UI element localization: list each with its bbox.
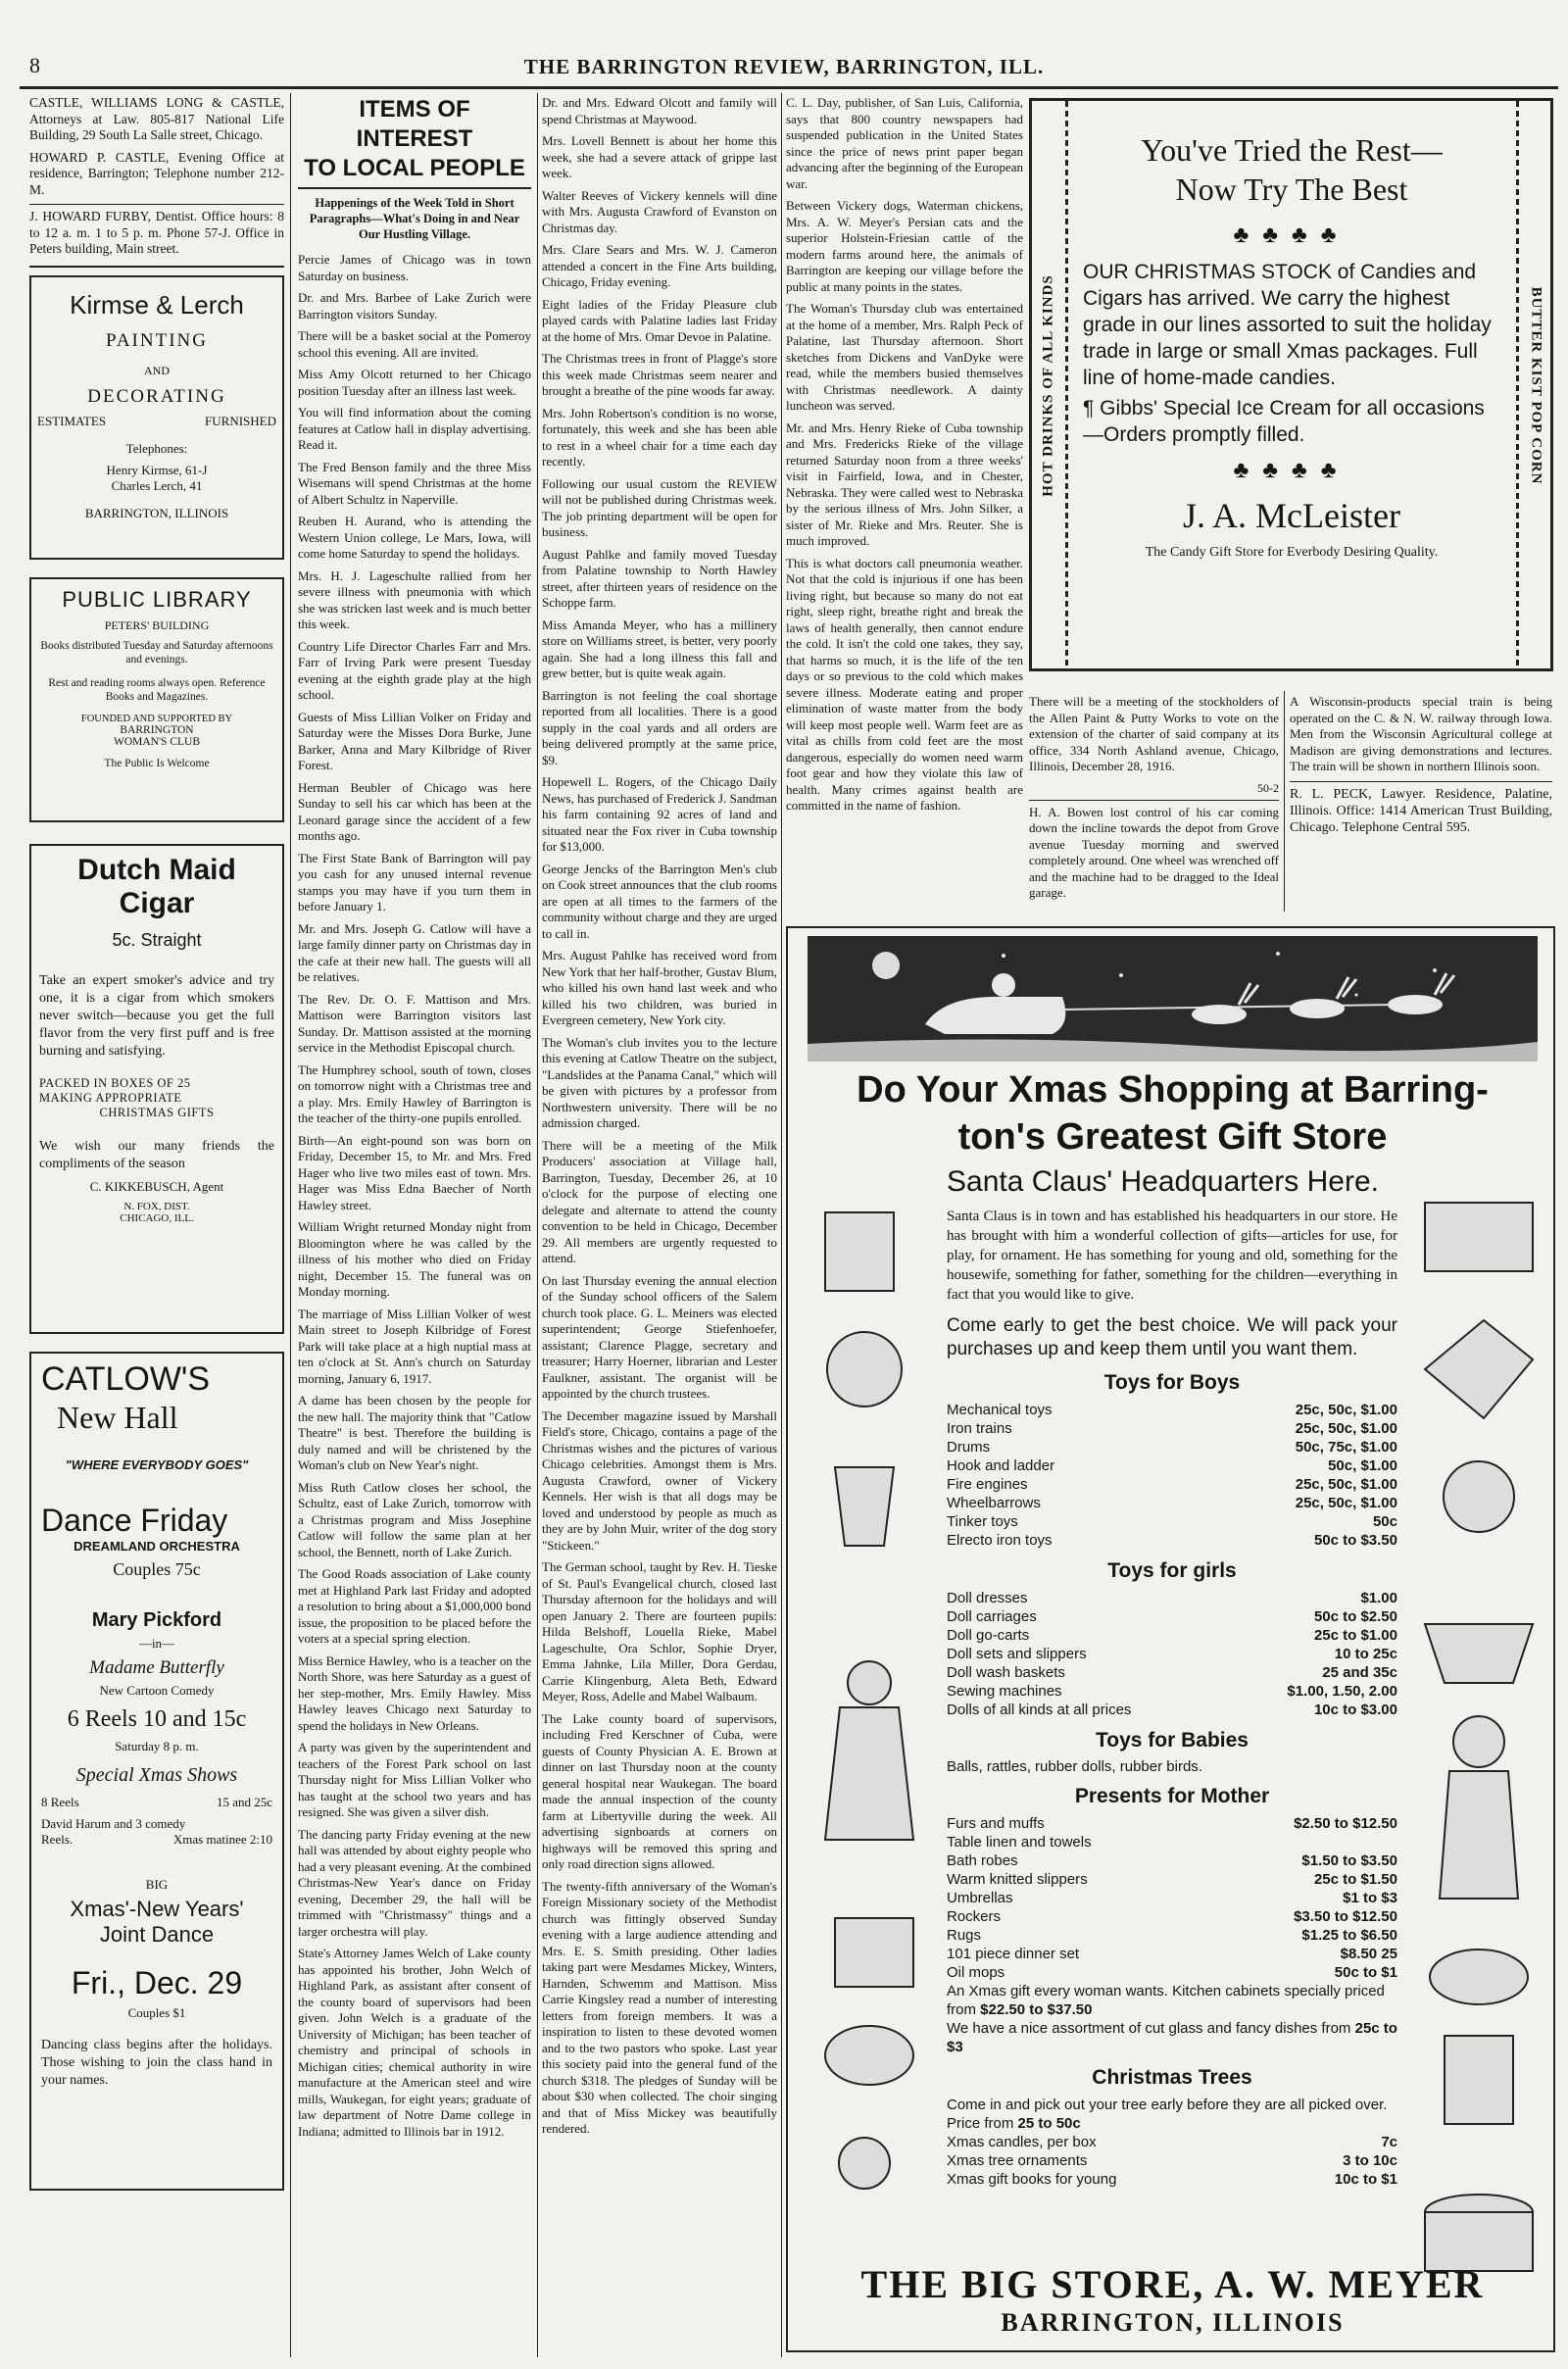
meyer-store-ad <box>786 926 1555 2352</box>
price-item: Warm knitted slippers <box>947 1871 1088 1888</box>
bell-icons: ♣♣♣♣ <box>1233 458 1350 483</box>
train-notice: A Wisconsin-products special train is being operated on the C. & N. W. railway through Iowa. Men from the Wisconsin Agricultural college at Madison are giving demonstrations and lectures. The train will be shown in northern Illinois soon. R. L. PECK, Lawyer. Residence, Palatine, Illinois. Office: 1414 American Trust Building, Chicago. Telephone Central 595. <box>1290 694 1552 835</box>
price-value: $1 to $3 <box>1343 1890 1397 1906</box>
news-item: Miss Ruth Catlow closes her school, the Schultz, east of Lake Zurich, tomorrow with a Christmas program and Miss Josephine Catlow will follow the same plan at her school, the Bennett, north of Lake Zurich. <box>298 1479 531 1559</box>
price-row <box>947 1926 1397 1945</box>
price-item: Iron trains <box>947 1420 1012 1437</box>
news-item: Following our usual custom the REVIEW will not be published during Christmas week. The job printing department will be open for business. <box>542 475 777 539</box>
news-item: Miss Amy Olcott returned to her Chicago position Tuesday after an illness last week. <box>298 367 531 398</box>
price-row <box>947 1607 1397 1626</box>
price-row <box>947 1963 1397 1982</box>
news-item: The German school, taught by Rev. H. Tieske of St. Paul's Evangelical church, closed last Thursday afternoon for the holidays and will open January 2. There are fourteen pupils: Hilda Belshoff, Louella Rieke, Mabel Lageschulte, Ora Schlor, Sophie Dryer, Emma Jahnke, Lila Miller, Dora Gerdau, Carrie Klingenburg, Aleta Beth, Edward Meyer, Ross, Adelle and Mabel Walbaum. <box>542 1559 777 1703</box>
library-title: PUBLIC LIBRARY <box>62 586 252 612</box>
news-item: Barrington is not feeling the coal shortage reported from all localities. There is a good supply in the coal yards and all orders are being delivered promptly at the same price, $9. <box>542 687 777 767</box>
price-row <box>947 1851 1397 1870</box>
toys-for-boys-heading: Toys for Boys <box>1103 1371 1241 1394</box>
column-rule <box>781 921 782 2357</box>
news-item: Dr. and Mrs. Barbee of Lake Zurich were Barrington visitors Sunday. <box>298 290 531 321</box>
price-item: Tinker toys <box>947 1513 1018 1530</box>
price-value: $1.00, 1.50, 2.00 <box>1287 1683 1397 1700</box>
price-value: 50c to $2.50 <box>1313 1608 1397 1625</box>
news-item: The December magazine issued by Marshall Field's store, Chicago, contains a page of the Christmas wishes and the pictures of various Chicago celebrities. Amongst them is Mrs. Augusta Crawford, owner of Vickery Kennels. Her wish is that all dogs may be loved and understood by people as much as they are by John Muir, writer of the dog story "Stickeen." <box>542 1407 777 1553</box>
news-item: August Pahlke and family moved Tuesday from Palatine township to North Hawley street, after thirteen years of residence on the Schoppe farm. <box>542 546 777 610</box>
price-value: $2.50 to $12.50 <box>1294 1815 1397 1832</box>
price-row <box>947 2133 1397 2151</box>
lamb-icon <box>825 2026 913 2085</box>
price-row <box>947 1870 1397 1889</box>
peck-ad: R. L. PECK, Lawyer. Residence, Palatine, Illinois. Office: 1414 American Trust Building, Chicago. Telephone Central 595. <box>1290 786 1552 835</box>
price-item: Doll wash baskets <box>947 1664 1065 1681</box>
mcleister-headline-1: You've Tried the Rest— <box>1141 132 1443 168</box>
catlow-hall-ad: CATLOW'S New Hall "WHERE EVERYBODY GOES" Dance Friday DREAMLAND ORCHESTRA Couples 75c Mary Pickford —in— Madame Butterfly New Cartoon Comedy 6 Reels 10 and 15c Saturday 8 p. m. Special Xmas Shows 8 Reels 15 and 25c David Harum and 3 comedy Reels. Xmas matinee 2:10 BIG Xmas'-New Years' Joint Dance Fri., Dec. 29 Couples $1 Dancing class begins after the holidays. Those wishing to join the class hand in your names. <box>29 1352 284 2191</box>
price-value: 10 to 25c <box>1334 1646 1397 1662</box>
price-item: Xmas tree ornaments <box>947 2152 1088 2169</box>
price-value: 10c to $3.00 <box>1313 1702 1397 1718</box>
news-item: Miss Amanda Meyer, who has a millinery store on Williams street, is better, very poorly again. She had a long illness this fall and grew better, but is quite weak again. <box>542 617 777 680</box>
price-item: Umbrellas <box>947 1890 1013 1906</box>
news-item: This is what doctors call pneumonia weather. Not that the cold is injurious if one has been living right, but because so many do not eat right, sleep right, breathe right and break the laws of health generally, then cannot endure the cold. It isn't the cold one takes, they say, that harms so much, it is the life of the ten days or so previous to the cold which makes severe illness. Moderate eating and proper elimination of waste matter from the body will keep most people well. Warm feet are as vital as chills from cold feet are the most dangerous, especially do women need warm foot gear and how they violate this law of health. Many crimes against health are committed in the name of fashion. <box>786 555 1023 813</box>
price-row <box>947 1438 1397 1456</box>
news-item: The Humphrey school, south of town, closes on tomorrow night with a Christmas tree and a play. Mrs. Emily Hawley of Barrington is the teacher of the thirty-one pupils enrolled. <box>298 1061 531 1125</box>
news-item: The Rev. Dr. O. F. Mattison and Mrs. Mattison were Barrington visitors last Sunday. Dr. Mattison assisted at the morning service in the Methodist Episcopal church. <box>298 991 531 1055</box>
news-item: Hopewell L. Rogers, of the Chicago Daily News, has purchased of Frederick J. Sandman his farm containing 92 acres of land and situated near the Fox river in Cuba township for $13,000. <box>542 774 777 854</box>
horn-icon <box>835 1467 894 1546</box>
news-item: Herman Beubler of Chicago was here Sunday to sell his car which has been at the Leonard garage since the accident of a few months ago. <box>298 779 531 843</box>
piano-icon <box>835 1918 913 1987</box>
price-value: 25c to $1.00 <box>1313 1627 1397 1644</box>
price-item: Rockers <box>947 1908 1002 1925</box>
news-item: Mrs. H. J. Lageschulte rallied from her severe illness with pneumonia with which she was stricken last week and is much better this week. <box>298 568 531 631</box>
news-item: There will be a meeting of the Milk Producers' association at Village hall, Barrington, Tuesday, December 26, at 10 o'clock for the purpose of electing one delegate and alternate to attend the county convention to be held in Chicago, December 29. All members are urgently requested to attend. <box>542 1137 777 1265</box>
price-item: Doll carriages <box>947 1608 1037 1625</box>
news-item: Mr. and Mrs. Henry Rieke of Cuba township and Mrs. Fredericks Rieke of the village returned Saturday noon from a three weeks' visit in Fairfield, Iowa, and in Chester, Nebraska. They were called west to Nebraska by the serious illness of Mrs. John Silker, a sister of Mr. Rieke and Mrs. Reuter. She is much improved. <box>786 420 1023 548</box>
mcleister-tagline: The Candy Gift Store for Everbody Desiring Quality. <box>1145 545 1439 560</box>
news-item: Mrs. Lovell Bennett is about her home this week, she had a severe attack of grippe last week. <box>542 133 777 180</box>
news-item: Reuben H. Aurand, who is attending the Western Union college, Le Mars, Iowa, will come home Saturday to spend the holidays. <box>298 514 531 561</box>
price-item: Elrecto iron toys <box>947 1532 1053 1549</box>
news-item: Birth—An eight-pound son was born on Friday, December 15, to Mr. and Mrs. Fred Hager who live two miles east of town. Mrs. Hager was Miss Edna Baecher of North Hawley street. <box>298 1132 531 1212</box>
price-item: Fire engines <box>947 1476 1028 1493</box>
bell-icons: ♣♣♣♣ <box>1233 222 1350 248</box>
price-item: Xmas candles, per box <box>947 2134 1097 2150</box>
price-value: $3.50 to $12.50 <box>1294 1908 1397 1925</box>
mcleister-body: OUR CHRISTMAS STOCK of Candies and Cigars has arrived. We carry the highest grade in our lines assorted to suit the holiday trade in large or small Xmas packages. Full line of home-made candies. <box>1083 261 1492 389</box>
news-item: The Christmas trees in front of Plagge's store this week made Christmas seem nearer and brought a breathe of the pine woods far away. <box>542 351 777 398</box>
price-item: Sewing machines <box>947 1683 1062 1700</box>
price-value: $8.50 25 <box>1340 1946 1397 1962</box>
santa-headquarters-heading: Santa Claus' Headquarters Here. <box>947 1165 1379 1198</box>
moon-icon <box>872 952 900 979</box>
price-value: 10c to $1 <box>1334 2171 1397 2188</box>
doll-dress-icon <box>825 1707 913 1840</box>
news-item: Mrs. Clare Sears and Mrs. W. J. Cameron attended a concert in the Fine Arts building, Chicago, Friday evening. <box>542 242 777 289</box>
price-row <box>947 1512 1397 1531</box>
news-item: C. L. Day, publisher, of San Luis, California, says that 800 country newspapers had suspended publication in the United States since the price of news print paper began advancing after the beginning of the European war. <box>786 95 1023 191</box>
doll-icon <box>1453 1716 1504 1767</box>
mcleister-headline-2: Now Try The Best <box>1175 172 1408 207</box>
news-item: A dame has been chosen by the people for the new hall. The majority think that "Catlow Theatre" is best. Therefore the building is duly named and will be christened by the Woman's club on New Year's night. <box>298 1393 531 1472</box>
mcleister-ad <box>1029 98 1553 671</box>
price-row <box>947 1663 1397 1682</box>
meyer-town: BARRINGTON, ILLINOIS <box>1001 2308 1345 2337</box>
price-item: Hook and ladder <box>947 1457 1055 1474</box>
news-item: The Woman's Thursday club was entertained at the home of a member, Mrs. Ralph Peck of Palatine, last Thursday afternoon. Short sketches from Dickens and VanDyke were read, while the members busied themselves with Christmas needlework. A dainty luncheon was served. <box>786 301 1023 413</box>
masthead <box>0 0 1568 94</box>
castle-evening: HOWARD P. CASTLE, Evening Office at residence, Barrington; Telephone number 212-M. <box>29 149 284 197</box>
toy-car-icon <box>1425 1320 1533 1418</box>
meyer-headline-1: Do Your Xmas Shopping at Barring- <box>857 1069 1489 1110</box>
toy-chest-icon <box>1425 1203 1533 1271</box>
news-item: The Woman's club invites you to the lecture this evening at Catlow Theatre on the subject, "Landslides at the Panama Canal," which will be given with pictures by a professor from Northwestern university. There will be no admission charged. <box>542 1034 777 1130</box>
toys-for-girls-list <box>947 1589 1397 1719</box>
price-item: Doll sets and slippers <box>947 1646 1087 1662</box>
price-item: Rugs <box>947 1927 982 1944</box>
col3-news-items <box>542 95 777 2138</box>
masthead-rule <box>20 86 1558 89</box>
news-item: William Wright returned Monday night from Bloomington where he was called by the illness of his mother who died on Friday night, December 15. The funeral was on Monday morning. <box>298 1219 531 1299</box>
doll-head-icon <box>848 1661 891 1704</box>
column-rule <box>290 93 291 2357</box>
price-item: Wheelbarrows <box>947 1495 1041 1511</box>
toy-illustrations-right <box>1405 1173 1552 2281</box>
toy-animal-icon <box>1430 1949 1528 2004</box>
meyer-store-name: THE BIG STORE, A. W. MEYER <box>860 2262 1485 2306</box>
meyer-body: Santa Claus' Headquarters Here. Santa Claus is in town and has established his headquarters in our store. He has brought with him a wonderful collection of gifts—articles for use, for play, for ornament. He has something for young and old, something for the housewife, something for father, something for the children—everything in fact that you would like to give. Come early to get the best choice. We will pack your purchases up and keep them until you want them. Toys for Boys Mechanical toys 25c, 50c, $1.00 Iron trains 25c, 50c, $1.00 Drums 50c, 75c, $1.00 Hook and ladder 50c, $1.00 Fire engines 25c, 50c, $1.00 Wheelbarrows 25c, 50c, $1.00 Tinker toys 50c Elrecto iron toys 50c to $3.50 Toys for girls Doll dresses $1.00 Doll carriages 50c to $2.50 Doll go-carts 25c to $1.00 Doll sets and slippers 10 to 25c Doll wash baskets 25 and 35c Sewing machines $1.00, 1.50, 2.00 Dolls of all kinds at all prices 10c to $3.00 Toys for Babies Balls, rattles, rubber dolls, rubber birds. Presents for Mother Furs and muffs $2.50 to $12.50 Table linen and towels Bath robes $1.50 to $3.50 Warm knitted slippers 25c to $1.50 Umbrellas $1 to $3 Rockers $3.50 to $12.50 Rugs $1.25 to $6.50 101 piece dinner set $8.50 25 Oil mops 50c to $1 An Xmas gift every woman wants. Kitchen cabinets specially priced from $22.50 to $37.50 We have a nice assortment of cut glass and fancy dishes from 25c to $3 Christmas Trees Come in and pick out your tree early before they are all picked over. Price from 25 to 50c Xmas candles, per box 7c Xmas tree ornaments 3 to 10c Xmas gift books for young 10c to $1 <box>947 1165 1397 2188</box>
news-item: The Good Roads association of Lake county met at Highland Park last Friday and adopted a resolution to bring about a $1,000,000 bond issue, the proposition to be placed before the voters at a special spring election. <box>298 1566 531 1646</box>
price-value: 50c to $1 <box>1334 1964 1397 1981</box>
public-library-ad: PUBLIC LIBRARY PETERS' BUILDING Books distributed Tuesday and Saturday afternoons and evenings. Rest and reading rooms always open. Reference Books and Magazines. FOUNDED AND SUPPORTED BY BARRINGTON WOMAN'S CLUB The Public Is Welcome <box>29 577 284 822</box>
news-item: You will find information about the coming features at Catlow hall in display advertising. Read it. <box>298 405 531 452</box>
toy-box-icon <box>825 1212 894 1291</box>
price-item: Table linen and towels <box>947 1834 1092 1851</box>
news-item: Dr. and Mrs. Edward Olcott and family will spend Christmas at Maywood. <box>542 95 777 126</box>
news-item: Between Vickery dogs, Waterman chickens, Mrs. A. W. Meyer's Persian cats and the superior Holstein-Friesian cattle of the modern farms around here, the animals of Barrington are keeping our village before the public at many points in the states. <box>786 198 1023 294</box>
page-number: 8 <box>29 53 40 77</box>
col2-news-items <box>298 252 531 2140</box>
price-value: 25c to $1.50 <box>1313 1871 1397 1888</box>
price-value: 25c, 50c, $1.00 <box>1295 1476 1397 1493</box>
news-item: Mrs. August Pahlke has received word from New York that her half-brother, Gustav Blum, who killed his own hand last week and who killed his two children, was buried in Evergreen cemetery, New York city. <box>542 948 777 1027</box>
sewing-machine-icon <box>1445 2036 1513 2124</box>
stockholders-notice: There will be a meeting of the stockholders of the Allen Paint & Putty Works to vote on the extension of the charter of said company at its office, 334 North Ashland avenue, Chicago, Illinois, December 28, 1916. 50-2 H. A. Bowen lost control of his car coming down the incline towards the depot from Grove avenue Tuesday morning and swerved completely around. One wheel was wrenched off and the machine had to be dragged to the Ideal garage. <box>1029 694 1279 900</box>
news-item: There will be a basket social at the Pomeroy school this evening. All are invited. <box>298 328 531 360</box>
christmas-trees-list <box>947 2133 1397 2189</box>
toys-for-babies-heading: Toys for Babies <box>1096 1729 1249 1752</box>
news-item: Eight ladies of the Friday Pleasure club played cards with Palatine ladies last Friday at the home of Mrs. Omar Devoe in Palatine. <box>542 296 777 344</box>
news-item: The marriage of Miss Lillian Volker of west Main street to Joseph Kilbridge of Forest Park will take place at a high nuptial mass at ten o'clock at St. Ann's church on Saturday morning, January 6, 1917. <box>298 1306 531 1386</box>
price-value: 50c to $3.50 <box>1313 1532 1397 1549</box>
price-value: 50c <box>1372 1513 1397 1530</box>
news-item: Miss Bernice Hawley, who is a teacher on the North Shore, was here Saturday as a guest of her step-mother, Mrs. Emily Hawley. Miss Hawley leaves Chicago next Saturday to spend the holidays in New Orleans. <box>298 1653 531 1733</box>
kirmse-title: Kirmse & Lerch <box>70 289 244 320</box>
price-row <box>947 1889 1397 1907</box>
presents-for-mother-heading: Presents for Mother <box>1074 1785 1270 1807</box>
cart-icon <box>1425 1624 1533 1683</box>
column-3 <box>542 95 777 2349</box>
news-item: The twenty-fifth anniversary of the Woman's Foreign Missionary society of the Methodist church was fittingly observed Sunday evening with a large audience attending and Mrs. E. S. Smith presiding. Other ladies taking part were Mesdames Mickey, Winters, Harnden, Schwemm and Mattison. Miss Carrie Kingsley read a number of interesting letters from foreign members. It was a inspiration to listen to these devoted women and to the two pastors who spoke. Last year this society paid into the general fund of the church $318. The pledges of Sunday will be about $30 when collected. The choir singing and that of Miss Mickey was beautifully rendered. <box>542 1878 777 2136</box>
column-rule <box>781 93 782 926</box>
price-row <box>947 1589 1397 1607</box>
pilcrow-icon: ¶ <box>1083 397 1101 420</box>
price-value: 50c, $1.00 <box>1328 1457 1397 1474</box>
dutch-maid-ad: Dutch Maid Cigar 5c. Straight Take an expert smoker's advice and try one, it is a cigar from which smokers never switch—because you get the full flavor from the very first puff and is free burning and satisfying. PACKED IN BOXES OF 25 MAKING APPROPRIATE CHRISTMAS GIFTS We wish our many friends the compliments of the season C. KIKKEBUSCH, Agent N. FOX, DIST. CHICAGO, ILL. <box>29 844 284 1334</box>
news-item: Guests of Miss Lillian Volker on Friday and Saturday were the Misses Dora Burke, June Barker, Anna and Mary Kilbridge of River Forest. <box>298 709 531 772</box>
price-item: Doll go-carts <box>947 1627 1030 1644</box>
price-row <box>947 1833 1397 1851</box>
price-value: 25c, 50c, $1.00 <box>1295 1420 1397 1437</box>
price-value: $1.25 to $6.50 <box>1301 1927 1397 1944</box>
price-item: Mechanical toys <box>947 1402 1053 1418</box>
price-value: 7c <box>1381 2134 1397 2150</box>
news-item: Country Life Director Charles Farr and Mrs. Farr of Irving Park were present Tuesday evening at the eighth grade play at the high school. <box>298 638 531 702</box>
toy-illustrations-left <box>796 1173 943 2202</box>
column-rule <box>537 93 538 2357</box>
santa-sleigh-banner <box>808 936 1538 1061</box>
price-row <box>947 1401 1397 1419</box>
price-item: Drums <box>947 1439 991 1456</box>
news-item: On last Thursday evening the annual election of the Sunday school officers of the Salem church took place. G. L. Meiners was elected superintendent; George Stiefenhoefer, assistant; Clarence Plagge, secretary and treasurer; Harry Hoerner, librarian and Lester Faulkner, assistant. The organist will be appointed by the church trustees. <box>542 1272 777 1401</box>
price-value: 3 to 10c <box>1343 2152 1397 2169</box>
price-row <box>947 1814 1397 1833</box>
decorative-border <box>1516 101 1519 669</box>
price-item: Bath robes <box>947 1852 1018 1869</box>
news-item: George Jencks of the Barrington Men's club on Cook street announces that the club rooms are open at all times to the farmers of the community without charge and they are urged to call in. <box>542 861 777 941</box>
pop-corn-sidebar: BUTTER KIST POP CORN <box>1528 286 1544 484</box>
meyer-headline-2: ton's Greatest Gift Store <box>957 1116 1388 1158</box>
column-4 <box>786 95 1023 928</box>
col4-news-items <box>786 95 1023 814</box>
price-row <box>947 1907 1397 1926</box>
news-item: Mr. and Mrs. Joseph G. Catlow will have a large family dinner party on Christmas day in the cafe at their new hall. The guests will all be relatives. <box>298 920 531 984</box>
price-value: $1.00 <box>1360 1590 1397 1606</box>
presents-for-mother-list <box>947 1814 1397 1982</box>
price-item: Xmas gift books for young <box>947 2171 1117 2188</box>
price-row <box>947 1701 1397 1719</box>
price-value: $1.50 to $3.50 <box>1301 1852 1397 1869</box>
gibbs-line: Gibbs' Special Ice Cream for all occasions—Orders promptly filled. <box>1083 397 1485 446</box>
news-item: The First State Bank of Barrington will pay you cash for any unused internal revenue stamps you may have if you turn them in before January 1. <box>298 850 531 913</box>
ball-icon <box>827 1332 902 1407</box>
price-item: Oil mops <box>947 1964 1005 1981</box>
price-row <box>947 1945 1397 1963</box>
news-item: The Lake county board of supervisors, including Fred Kerschner of Cuba, were guests of County Physician A. E. Brown at dinner on last Thursday noon at the county general hospital near Waukegan. The board made the annual inspection of the county farm at Libertyville during the week. All advertising signboards at corners on highways will be removed this spring and only road direction signs allowed. <box>542 1710 777 1871</box>
toys-for-girls-heading: Toys for girls <box>1107 1559 1237 1582</box>
kirmse-ad: Kirmse & Lerch PAINTING AND DECORATING ESTIMATES FURNISHED Telephones: Henry Kirmse, 61-J Charles Lerch, 41 BARRINGTON, ILLINOIS <box>29 275 284 560</box>
newspaper-title: THE BARRINGTON REVIEW, BARRINGTON, ILL. <box>523 55 1045 78</box>
price-value: 25 and 35c <box>1322 1664 1397 1681</box>
price-item: Dolls of all kinds at all prices <box>947 1702 1132 1718</box>
bell-icon <box>1444 1461 1514 1532</box>
decorative-border <box>1065 101 1068 669</box>
toys-for-boys-list <box>947 1401 1397 1550</box>
news-item: The dancing party Friday evening at the new hall was attended by about eighty people who had a very pleasant evening. At the combined Christmas-New Year's dance on Friday evening, December 29, the hall will be trimmed with "Christmassy" things and a larger orchestra will play. <box>298 1826 531 1939</box>
news-item: Walter Reeves of Vickery kennels will dine with Mrs. Augusta Crawford of Evanston on Christmas day. <box>542 187 777 235</box>
mcleister-name: J. A. McLeister <box>1183 496 1400 535</box>
items-of-interest-header: ITEMS OF INTEREST TO LOCAL PEOPLE <box>298 95 531 189</box>
furby-ad: J. HOWARD FURBY, Dentist. Office hours: 8 to 12 a. m. 1 to 5 p. m. Phone 57-J. Office in Peters building, Main street. <box>29 209 284 256</box>
column-2: ITEMS OF INTEREST TO LOCAL PEOPLE Happenings of the Week Told in Short Paragraphs—What's Doing in and Near Our Hustling Village. Percie James of Chicago was in town Saturday on business. Dr. and Mrs. Barbee of Lake Zurich were Barrington visitors Sunday. There will be a basket social at the Pomeroy school this evening. All are invited. Miss Amy Olcott returned to her Chicago position Tuesday after an illness last week. You will find information about the coming features at Catlow hall in display advertising. Read it. The Fred Benson family and the three Miss Wisemans will spend Christmas at the home of Albert Schultz in Naperville. Reuben H. Aurand, who is attending the Western Union college, Le Mars, Iowa, will come home Saturday to spend the holidays. Mrs. H. J. Lageschulte rallied from her severe illness with pneumonia with which she was stricken last week and is much better this week. Country Life Director Charles Farr and Mrs. Farr of Irving Park were present Tuesday evening at the eighth grade play at the high school. Guests of Miss Lillian Volker on Friday and Saturday were the Misses Dora Burke, June Barker, Anna and Mary Kilbridge of River Forest. Herman Beubler of Chicago was here Sunday to sell his car which has been at the Leonard garage since the accident of a few months ago. The First State Bank of Barrington will pay you cash for any unused internal revenue stamps you may have if you turn them in before January 1. Mr. and Mrs. Joseph G. Catlow will have a large family dinner party on Christmas day in the cafe at their new hall. The guests will all be relatives. The Rev. Dr. O. F. Mattison and Mrs. Mattison were Barrington visitors last Sunday. Dr. Mattison assisted at the morning service in the Methodist Episcopal church. The Humphrey school, south of town, closes on tomorrow night with a Christmas tree and a play. Mrs. Emily Hawley of Barrington is the teacher of the thirty-one pupils enrolled. Birth—An eight-pound son was born on Friday, December 15, to Mr. and Mrs. Fred Hager who live two miles east of town. Mrs. Hager was Miss Edna Baecher of North Hawley street. William Wright returned Monday night from Bloomington where he was called by the illness of his mother who died on Friday night, December 15. The funeral was on Monday morning. The marriage of Miss Lillian Volker of west Main street to Joseph Kilbridge of Forest Park will take place at a high nuptial mass at ten o'clock at St. Ann's church on Saturday morning, January 6, 1917. A dame has been chosen by the people for the new hall. The majority think that "Catlow Theatre" is best. Therefore the building is duly named and will be christened by the Woman's club on New Year's night. Miss Ruth Catlow closes her school, the Schultz, east of Lake Zurich, tomorrow with a Christmas program and Miss Josephine Catlow will follow the same plan at her school, the Bennett, north of Lake Zurich. The Good Roads association of Lake county met at Highland Park last Friday and adopted a resolution to bring about a $1,000,000 bond issue, the proposition to be placed before the voters at a special spring election. Miss Bernice Hawley, who is a teacher on the North Shore, was here Saturday as a guest of her step-mother, Mrs. Emily Hawley. Miss Hawley leaves Chicago next Saturday to spend the holidays in New Orleans. A party was given by the superintendent and teachers of the Forest Park school on last Thursday night for Miss Lillian Volker who has taught at the school two years and has resigned. She was given a silver dish. The dancing party Friday evening at the new hall was attended by about eighty people who had a very pleasant evening. At the combined Christmas-New Year's dance on Friday evening, December 29, the hall will be trimmed with "Christmassy" things and a larger orchestra will play. State's Attorney James Welch of Lake county has appointed his brother, John Welch of Highland Park, as assistant after consent of the county board of supervisors had been given. John Welch is a graduate of the University of Michigan; has been teacher of chemistry and principal of schools in Michigan cities; chemical authority in wire manufacture at the American steel and wire mills, Waukegan, for eight years; graduate of law department of Notre Dame college in Indiana; admitted to Illinois bar in 1912. <box>298 96 531 2139</box>
christmas-trees-heading: Christmas Trees <box>1092 2066 1252 2089</box>
price-row <box>947 1419 1397 1438</box>
price-item: Furs and muffs <box>947 1815 1045 1832</box>
castle-ad: CASTLE, WILLIAMS LONG & CASTLE, Attorneys at Law. 805-817 National Life Building, 29 South La Salle street, Chicago. <box>29 95 284 142</box>
price-value: 25c, 50c, $1.00 <box>1295 1402 1397 1418</box>
column-1 <box>29 95 284 2349</box>
clown-icon <box>839 2138 890 2189</box>
price-value: 50c, 75c, $1.00 <box>1295 1439 1397 1456</box>
news-item: Mrs. John Robertson's condition is no worse, fortunately, this week and she has been able to rest in a wheel chair for a time each day recently. <box>542 405 777 469</box>
news-item: Percie James of Chicago was in town Saturday on business. <box>298 252 531 283</box>
price-row <box>947 1682 1397 1701</box>
news-item: The Fred Benson family and the three Miss Wisemans will spend Christmas at the home of Albert Schultz in Naperville. <box>298 459 531 507</box>
price-row <box>947 1494 1397 1512</box>
hot-drinks-sidebar: HOT DRINKS OF ALL KINDS <box>1040 273 1056 497</box>
price-row <box>947 2170 1397 2189</box>
price-row <box>947 1456 1397 1475</box>
news-item: A party was given by the superintendent and teachers of the Forest Park school on last Thursday night for Miss Lillian Volker who has taught at the school two years and has resigned. She was given a silver dish. <box>298 1740 531 1819</box>
price-item: 101 piece dinner set <box>947 1946 1080 1962</box>
price-value: 25c, 50c, $1.00 <box>1295 1495 1397 1511</box>
price-item: Doll dresses <box>947 1590 1028 1606</box>
price-row <box>947 1531 1397 1550</box>
price-row <box>947 1626 1397 1645</box>
price-row <box>947 1645 1397 1663</box>
news-item: State's Attorney James Welch of Lake county has appointed his brother, John Welch of Highland Park, as assistant after consent of the county board of supervisors had been given. John Welch is a graduate of the University of Michigan; has been teacher of chemistry and principal of schools in Michigan cities; chemical authority in wire manufacture at the American steel and wire mills, Waukegan, for eight years; graduate of law department of Notre Dame college in Indiana; admitted to Illinois bar in 1912. <box>298 1946 531 2139</box>
price-row <box>947 2151 1397 2170</box>
price-row <box>947 1475 1397 1494</box>
